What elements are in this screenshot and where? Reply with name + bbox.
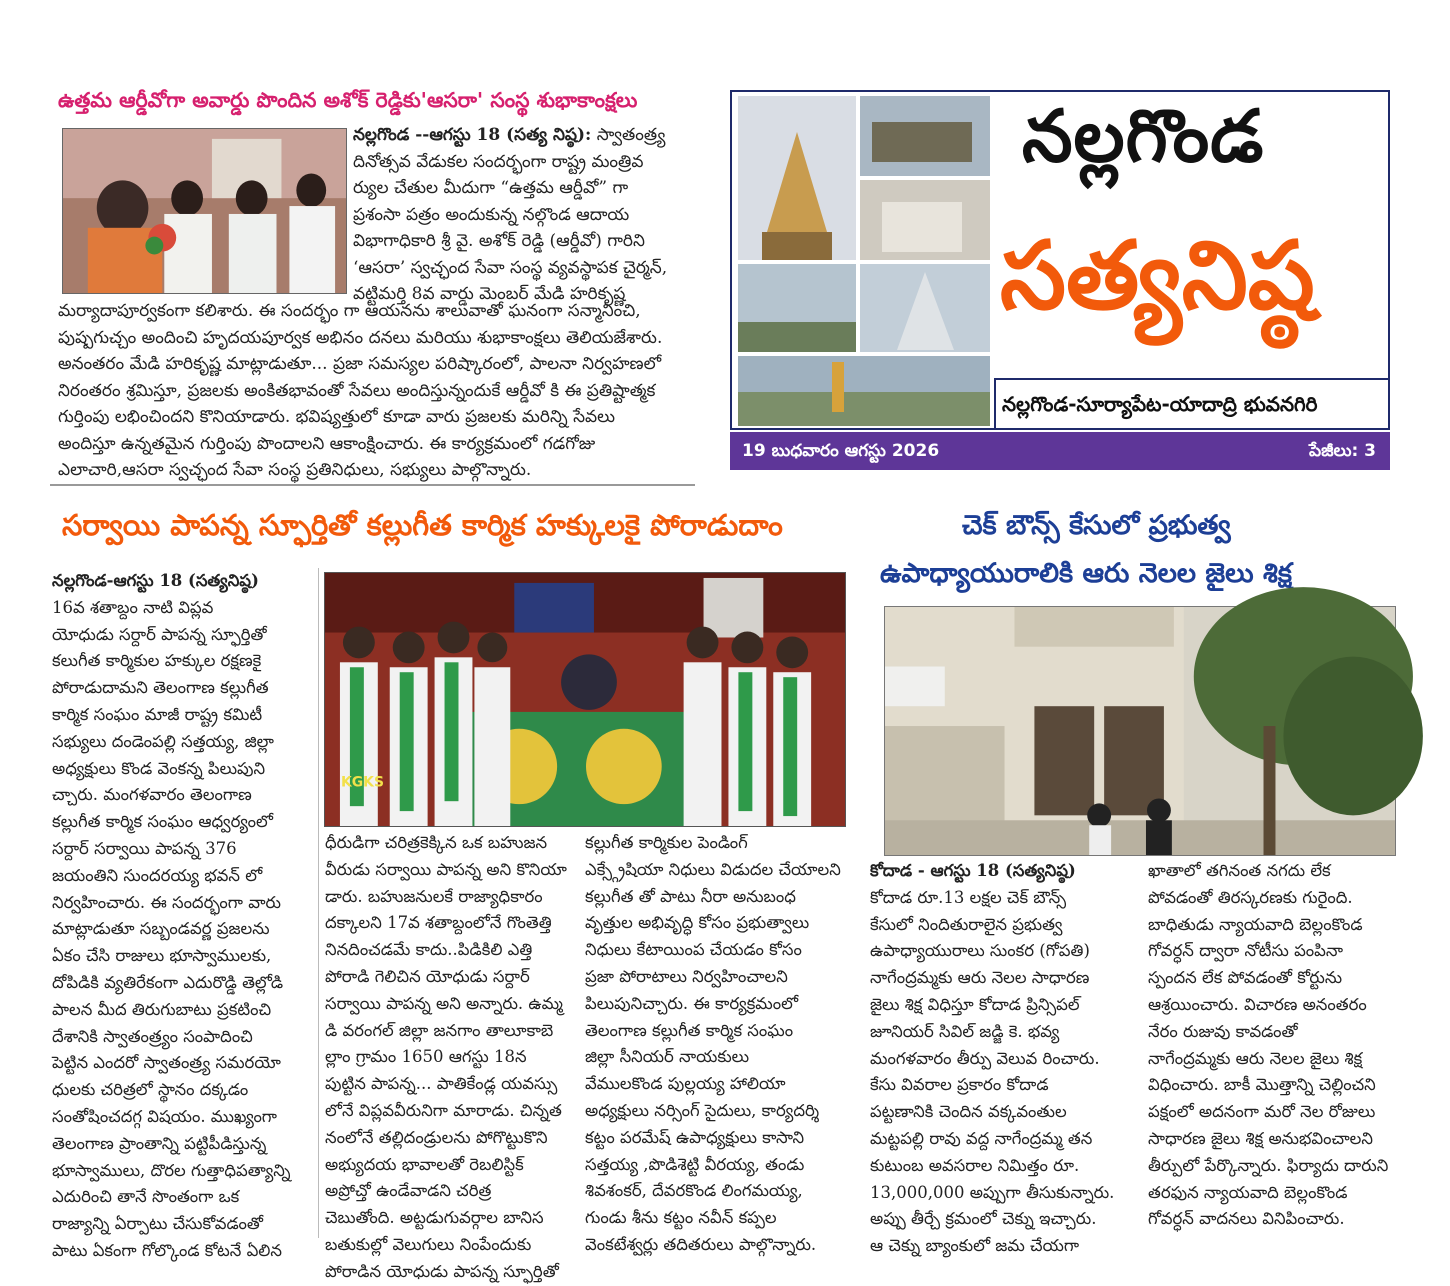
masthead-title-line1: నల్లగొండ bbox=[1022, 94, 1265, 178]
text-line: ఏకం చేసి రాజులు భూస్వాములకు, bbox=[52, 946, 272, 966]
text-line: పిలుపునిచ్చారు. ఈ కార్యక్రమంలో bbox=[585, 993, 799, 1013]
text-line: సర్దార్ సర్వాయి పాపన్న 376 bbox=[52, 838, 237, 858]
story2-column-2 bbox=[325, 830, 575, 1286]
text-line: చెబుతోంది. అట్టడుగువర్గాల బానిస bbox=[325, 1208, 544, 1228]
masthead-title-line2: సత్యనిష్ఠ bbox=[1000, 222, 1315, 331]
issue-date: 19 బుధవారం ఆగస్టు 2026 bbox=[742, 441, 940, 461]
text-line: పాలన మీద తిరుగుబాటు ప్రకటించి bbox=[52, 999, 272, 1019]
text-line: సర్వాయి పాపన్న అని అన్నారు. ఉమ్మ bbox=[325, 993, 563, 1013]
story3-headline-line1: చెక్ బౌన్స్ కేసులో ప్రభుత్వ bbox=[962, 510, 1231, 541]
text-line: నంలోనే తల్లిదండ్రులను పోగొట్టుకొని bbox=[325, 1127, 548, 1147]
text-line: ఉపాధ్యాయురాలు సుంకర (గోపతి) bbox=[870, 941, 1090, 961]
text-line: కోదాడ రూ.13 లక్షల చెక్ బౌన్స్ bbox=[870, 887, 1067, 907]
text-line: లోనే విప్లవవీరునిగా మారాడు. చిన్నత bbox=[325, 1100, 562, 1120]
text-line: 13,000,000 అప్పుగా తీసుకున్నారు. bbox=[870, 1182, 1115, 1202]
text-line: ప్రశంసా పత్రం అందుకున్న నల్గొండ ఆదాయ bbox=[353, 204, 630, 225]
story2-column-3 bbox=[585, 830, 847, 1259]
text-line: వెంకటేశ్వర్లు తదితరులు పాల్గొన్నారు. bbox=[585, 1234, 817, 1254]
text-line: తరఫున న్యాయవాది బెల్లంకొండ bbox=[1148, 1182, 1348, 1202]
story2-photo bbox=[324, 572, 846, 827]
text-line: నిధులు కేటాయింప చేయడం కోసం bbox=[585, 940, 802, 960]
text-line: అప్పు తీర్చే క్రమంలో చెక్ను ఇచ్చారు. bbox=[870, 1209, 1097, 1229]
text-line: బాధితుడు న్యాయవాది బెల్లంకొండ bbox=[1148, 914, 1363, 934]
text-line: చ్చారు. మంగళవారం తెలంగాణ bbox=[52, 785, 252, 805]
text-line: ల్లాం గ్రామం 1650 ఆగస్టు 18న bbox=[325, 1047, 527, 1067]
text-line: జైలు శిక్ష విధిస్తూ కోదాడ ప్రిన్సిపల్ bbox=[870, 994, 1080, 1014]
text-line: మంగళవారం తీర్పు వెలువ రించారు. bbox=[870, 1048, 1100, 1068]
text-line: నిరంతరం శ్రమిస్తూ, ప్రజలకు అంకితభావంతో సేవలు అందిస్తున్నందుకే ఆర్డీవో కి ఈ ప్రతిష్టాత్మక bbox=[58, 380, 656, 401]
text-line: ఎలాచారి,ఆసరా స్వచ్ఛంద సేవా సంస్థ ప్రతినిధులు, సభ్యులు పాల్గొన్నారు. bbox=[58, 460, 532, 480]
text-line: ‘ఆసరా’ స్వచ్ఛంద సేవా సంస్థ వ్యవస్థాపక చైర్మన్, bbox=[353, 257, 668, 278]
text-line: ఆశ్రయించారు. విచారణ అనంతరం bbox=[1148, 994, 1367, 1014]
text-line: పాటు ఏకంగా గోల్కొండ కోటనే ఏలిన bbox=[52, 1240, 282, 1260]
text-line: సత్తయ్య ,పొడిశెట్టి వీరయ్య, తండు bbox=[585, 1154, 805, 1174]
text-line: గోవర్ధన్ వాదనలు వినిపించారు. bbox=[1148, 1209, 1345, 1229]
text-line: మట్టపల్లి రావు వద్ద నాగేంద్రమ్మ తన bbox=[870, 1128, 1093, 1148]
text-line: స్పందన లేక పోవడంతో కోర్టును bbox=[1148, 968, 1343, 988]
text-line: సాధారణ జైలు శిక్ష అనుభవించాలని bbox=[1148, 1128, 1373, 1148]
text-line: పుష్పగుచ్చం అందించి హృదయపూర్వక అభినం దనలు మరియు శుభాకాంక్షలు తెలియజేశారు. bbox=[58, 327, 663, 348]
column-divider bbox=[318, 568, 319, 1238]
text-line: కట్టం పరమేష్ ఉపాధ్యక్షులు కాసాని bbox=[585, 1127, 805, 1147]
masthead bbox=[730, 90, 1390, 430]
text-line: దేశానికి స్వాతంత్ర్యం సంపాదించి bbox=[52, 1026, 253, 1046]
text-line: సంతోషించదగ్గ విషయం. ముఖ్యంగా bbox=[52, 1106, 278, 1126]
story1-photo bbox=[62, 128, 347, 294]
text-line: శివశంకర్, దేవరకొండ లింగమయ్య, bbox=[585, 1181, 803, 1201]
text-line: నేరం రుజువు కావడంతో bbox=[1148, 1021, 1298, 1041]
text-line: ఆ చెక్ను బ్యాంకులో జమ చేయగా bbox=[870, 1236, 1080, 1256]
text-line: ర్యుల చేతుల మీదుగా “ఉత్తమ ఆర్డీవో” గా bbox=[353, 178, 629, 198]
page-number: పేజీలు: 3 bbox=[1309, 441, 1376, 461]
text-line: బతుకుల్లో వెలుగులు నింపేందుకు bbox=[325, 1234, 532, 1254]
text-line: జయంతిని సుందరయ్య భవన్ లో bbox=[52, 865, 263, 885]
masthead-photo-collage bbox=[732, 92, 994, 428]
text-line: యోధుడు సర్దార్ పాపన్న స్ఫూర్తితో bbox=[52, 624, 267, 644]
text-line: నినదించడమే కాదు..పిడికిలి ఎత్తి bbox=[325, 940, 533, 960]
date-bar bbox=[730, 432, 1390, 470]
story1-text-full bbox=[58, 298, 698, 484]
text-line: ప్రజా పోరాటాలు నిర్వహించాలని bbox=[585, 966, 788, 986]
text-line: భూస్వాములు, దొరల గుత్తాధిపత్యాన్ని bbox=[52, 1160, 291, 1180]
text-line: నాగేంద్రమ్మకు ఆరు నెలల సాధారణ bbox=[870, 968, 1090, 988]
text-line: మాట్లాడుతూ సబ్బండవర్ణ ప్రజలను bbox=[52, 919, 270, 939]
text-line: దినోత్సవ వేడుకల సందర్భంగా రాష్ట్ర మంత్రివ bbox=[353, 151, 644, 172]
text-line: తెలంగాణ ప్రాంతాన్ని పట్టిపీడిస్తున్న bbox=[52, 1133, 267, 1153]
text-line: మర్యాదాపూర్వకంగా కలిశారు. ఈ సందర్భం గా ఆయనను శాలువాతో ఘనంగా సన్మానించి, bbox=[58, 301, 641, 321]
text-line: అభ్యుదయ భావాలతో రెబలిస్టిక్ bbox=[325, 1154, 524, 1174]
text-line: ఎదురించి తానే సొంతంగా ఒక bbox=[52, 1187, 240, 1207]
text-line: ధీరుడిగా చరిత్రకెక్కిన ఒక బహుజన bbox=[325, 833, 548, 852]
text-line: కుటుంబ అవసరాల నిమిత్తం రూ. bbox=[870, 1155, 1080, 1175]
text-line: అధ్యక్షులు నర్సింగ్ సైదులు, కార్యదర్శి bbox=[585, 1100, 820, 1120]
story2-headline: సర్వాయి పాపన్న స్ఫూర్తితో కల్లుగీత కార్మిక హక్కులకై పోరాడుదాం bbox=[62, 508, 783, 542]
masthead-subtitle: నల్లగొండ-సూర్యాపేట-యాదాద్రి భువనగిరి bbox=[994, 378, 1388, 428]
divider bbox=[50, 484, 695, 486]
story1-text-top bbox=[353, 122, 695, 308]
text-line: డారు. బహుజనులకే రాజ్యాధికారం bbox=[325, 886, 543, 906]
story3-column-1 bbox=[870, 858, 1138, 1260]
text-line: ఖాతాలో తగినంత నగదు లేక bbox=[1148, 861, 1331, 880]
text-line: ఎక్స్గ్రేషియా నిధులు విడుదల చేయాలని bbox=[585, 859, 841, 879]
text-line: పెట్టిన ఎందరో స్వాతంత్ర్య సమరయో bbox=[52, 1053, 281, 1073]
text-line: పక్షంలో అదనంగా మరో నెల రోజులు bbox=[1148, 1102, 1376, 1122]
story1-headline: ఉత్తమ ఆర్డీవోగా అవార్డు పొందిన అశోక్ రెడ్డికు'ఆసరా' సంస్థ శుభాకాంక్షలు bbox=[58, 88, 638, 112]
text-line: పోరాడిన యోధుడు పాపన్న స్ఫూర్తితో bbox=[325, 1261, 559, 1281]
text-line: కల్లుగీత కార్మికుల పెండింగ్ bbox=[585, 833, 748, 852]
text-line: కల్లుగీత తో పాటు నీరా అనుబంధ bbox=[585, 886, 796, 906]
text-line: గుండు శీను కట్టం నవీన్ కప్పల bbox=[585, 1208, 777, 1228]
text-line: కార్మిక సంఘం మాజీ రాష్ట్ర కమిటీ bbox=[52, 704, 263, 724]
text-line: 16వ శతాబ్దం నాటి విప్లవ bbox=[52, 597, 214, 617]
text-line: వీరుడు సర్వాయి పాపన్న అని కొనియా bbox=[325, 859, 567, 879]
text-line: వేములకొండ పుల్లయ్య హాలియా bbox=[585, 1074, 786, 1094]
text-line: పోరాడి గెలిచిన యోధుడు సర్దార్ bbox=[325, 966, 530, 986]
story2-column-1 bbox=[52, 568, 314, 1265]
text-line: దక్కాలని 17వ శతాబ్దంలోనే గొంతెత్తి bbox=[325, 913, 552, 933]
text-line: రాజ్యాన్ని ఏర్పాటు చేసుకోవడంతో bbox=[52, 1214, 263, 1234]
text-line: తీర్పులో పేర్కొన్నారు. ఫిర్యాదు దారుని bbox=[1148, 1155, 1389, 1175]
text-line: తెలంగాణ కల్లుగీత కార్మిక సంఘం bbox=[585, 1020, 794, 1040]
story3-headline-line2: ఉపాధ్యాయురాలికి ఆరు నెలల జైలు శిక్ష bbox=[880, 558, 1292, 589]
text-line: కేసులో నిందితురాలైన ప్రభుత్వ bbox=[870, 914, 1063, 934]
text-line: అప్రోచ్తో ఉండేవాడని చరిత్ర bbox=[325, 1181, 492, 1201]
text-line: గుర్తింపు లభించిందని కొనియాడారు. భవిష్యత్తులో కూడా వారు ప్రజలకు మరిన్ని సేవలు bbox=[58, 407, 616, 427]
text-line: విధించారు. బాకీ మొత్తాన్ని చెల్లించని bbox=[1148, 1075, 1376, 1095]
story2-dateline: నల్లగొండ-ఆగస్టు 18 (సత్యనిష్ఠ) bbox=[52, 571, 259, 590]
story3-dateline: కోదాడ - ఆగస్టు 18 (సత్యనిష్ఠ) bbox=[870, 861, 1076, 880]
text-line: అధ్యక్షులు కొండ వెంకన్న పిలుపుని bbox=[52, 758, 266, 778]
text-line: అనంతరం మేడి హరికృష్ణ మాట్లాడుతూ... ప్రజా సమస్యల పరిష్కారంలో, పాలనా నిర్వహణలో bbox=[58, 354, 662, 374]
story1-dateline: నల్లగొండ --ఆగస్టు 18 (సత్య నిష్ఠ): bbox=[353, 125, 592, 145]
story3-photo bbox=[884, 606, 1396, 856]
text-line: అందిస్తూ ఉన్నతమైన గుర్తింపు పొందాలని ఆకాంక్షించారు. ఈ కార్యక్రమంలో గడగోజు bbox=[58, 433, 596, 454]
story3-column-2 bbox=[1148, 858, 1392, 1233]
text-line: గోవర్ధన్ ద్వారా నోటీసు పంపినా bbox=[1148, 941, 1344, 961]
text-line: కేసు వివరాల ప్రకారం కోదాడ bbox=[870, 1075, 1049, 1095]
text-line: నాగేంద్రమ్మకు ఆరు నెలల జైలు శిక్ష bbox=[1148, 1048, 1363, 1068]
photo-banner-text: KGKS bbox=[340, 774, 385, 791]
text-line: జూనియర్ సివిల్ జడ్జి కె. భవ్య bbox=[870, 1021, 1060, 1041]
text-line: కలుగీత కార్మికుల హక్కుల రక్షణకై bbox=[52, 651, 262, 671]
text-line: స్వాతంత్ర్య bbox=[596, 125, 666, 145]
text-line: విభాగాధికారి శ్రీ వై. అశోక్ రెడ్డి (ఆర్డీవో) గారిని bbox=[353, 231, 645, 251]
text-line: వట్టిమర్తి 8వ వార్డు మెంబర్ మేడి హరికృష్ణ bbox=[353, 284, 626, 304]
text-line: పోవడంతో తిరస్కరణకు గురైంది. bbox=[1148, 887, 1353, 907]
text-line: జిల్లా సీనియర్ నాయకులు bbox=[585, 1047, 750, 1067]
text-line: కల్లుగీత కార్మిక సంఘం ఆధ్వర్యంలో bbox=[52, 812, 273, 832]
text-line: నిర్వహించారు. ఈ సందర్భంగా వారు bbox=[52, 892, 281, 912]
text-line: పోరాడుదామని తెలంగాణ కల్లుగీత bbox=[52, 678, 269, 698]
text-line: పట్టణానికి చెందిన వక్కవంతుల bbox=[870, 1102, 1067, 1122]
text-line: డి వరంగల్ జిల్లా జనగాం తాలూకాబె bbox=[325, 1020, 554, 1040]
text-line: ధులకు చరిత్రలో స్థానం దక్కడం bbox=[52, 1080, 249, 1100]
text-line: సభ్యులు దండెంపల్లి సత్తయ్య, జిల్లా bbox=[52, 731, 274, 751]
text-line: పుట్టిన పాపన్న... పాతికేండ్ల యవస్సు bbox=[325, 1074, 558, 1094]
text-line: వృత్తుల అభివృద్ధి కోసం ప్రభుత్వాలు bbox=[585, 913, 810, 933]
text-line: దోపిడికి వ్యతిరేకంగా ఎదురొడ్డి తెల్లోడి bbox=[52, 972, 284, 992]
